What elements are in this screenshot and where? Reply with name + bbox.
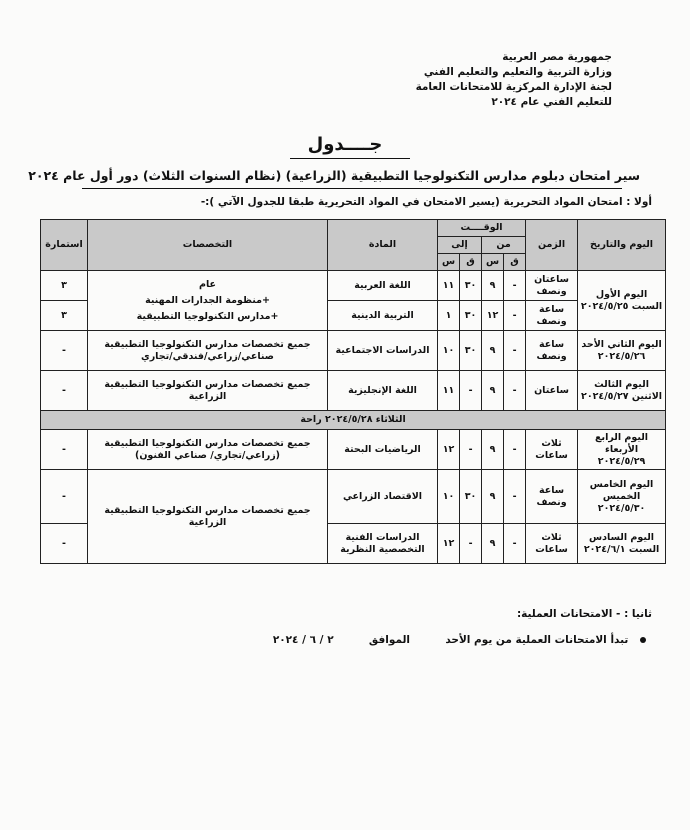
subject-cell: الاقتصاد الزراعي — [328, 470, 438, 524]
from-s-cell: ١٢ — [482, 301, 504, 331]
table-row — [41, 430, 666, 470]
from-q-cell: - — [504, 371, 526, 411]
rest-day-cell: الثلاثاء ٢٠٢٤/٥/٢٨ راحة — [41, 411, 666, 430]
title-underline — [290, 158, 410, 159]
header-subject: المادة — [328, 220, 438, 271]
from-s-cell: ٩ — [482, 430, 504, 470]
header-from-s: س — [482, 254, 504, 271]
day-date-cell: اليوم الثاني الأحد ٢٠٢٤/٥/٢٦ — [578, 331, 666, 371]
ministry-header — [392, 50, 612, 110]
to-q-cell: - — [460, 524, 482, 564]
spec-line: +مدارس التكنولوجيا التطبيقية — [136, 310, 279, 322]
from-q-cell: - — [504, 331, 526, 371]
from-q-cell: - — [504, 430, 526, 470]
to-q-cell: ٣٠ — [460, 470, 482, 524]
from-q-cell: - — [504, 470, 526, 524]
table-row — [41, 470, 666, 524]
bullet-icon — [640, 637, 646, 643]
to-s-cell: ١٠ — [438, 331, 460, 371]
practical-exams-note — [46, 634, 646, 646]
practical-corresponding-label: الموافق — [368, 634, 411, 646]
duration-cell: ساعة ونصف — [526, 331, 578, 371]
day-date-cell: اليوم السادس السبت ٢٠٢٤/٦/١ — [578, 524, 666, 564]
subject-cell: اللغة العربية — [328, 271, 438, 301]
subtitle-underline — [82, 188, 622, 189]
header-to-q: ق — [460, 254, 482, 271]
to-s-cell: ١١ — [438, 371, 460, 411]
header-form: استمارة — [41, 220, 88, 271]
duration-cell: ثلاث ساعات — [526, 430, 578, 470]
table-row — [41, 371, 666, 411]
to-q-cell: - — [460, 371, 482, 411]
from-q-cell: - — [504, 524, 526, 564]
header-day-date: اليوم والتاريخ — [578, 220, 666, 271]
from-s-cell: ٩ — [482, 371, 504, 411]
duration-cell: ثلاث ساعات — [526, 524, 578, 564]
header-from: من — [482, 237, 526, 254]
section-practical-exams: ثانيا : - الامتحانات العملية: — [516, 608, 652, 620]
practical-start-date: ٢ / ٦ / ٢٠٢٤ — [272, 634, 334, 646]
spec-line: عام — [198, 278, 217, 290]
duration-cell: ساعتان — [526, 371, 578, 411]
exam-schedule-table — [40, 219, 666, 564]
subject-cell: الرياضيات البحتة — [328, 430, 438, 470]
duration-cell: ساعة ونصف — [526, 301, 578, 331]
subject-cell: التربية الدينية — [328, 301, 438, 331]
to-s-cell: ١٢ — [438, 524, 460, 564]
practical-start-text: تبدأ الامتحانات العملية من يوم الأحد — [445, 634, 629, 646]
header-to: إلى — [438, 237, 482, 254]
header-line-4: للتعليم الفني عام ٢٠٢٤ — [491, 96, 612, 108]
day-date-cell: اليوم الرابع الأربعاء ٢٠٢٤/٥/٢٩ — [578, 430, 666, 470]
to-s-cell: ١٠ — [438, 470, 460, 524]
from-s-cell: ٩ — [482, 331, 504, 371]
header-specializations: التخصصات — [88, 220, 328, 271]
specializations-cell: جميع تخصصات مدارس التكنولوجيا التطبيقية الزراعية — [88, 470, 328, 564]
document-subtitle: سير امتحان دبلوم مدارس التكنولوجيا التطبيقية (الزراعية) (نظام السنوات الثلاث) دور أول عام ٢٠٢٤ — [28, 168, 640, 183]
to-s-cell: ١ — [438, 301, 460, 331]
from-q-cell: - — [504, 271, 526, 301]
to-q-cell: - — [460, 430, 482, 470]
from-q-cell: - — [504, 301, 526, 331]
header-duration: الزمن — [526, 220, 578, 271]
section-written-exams: أولا : امتحان المواد التحريرية (يسير الامتحان في المواد التحريرية طبقا للجدول الآتي ):- — [200, 196, 652, 208]
day-date-cell: اليوم الأول السبت ٢٠٢٤/٥/٢٥ — [578, 271, 666, 331]
subject-cell: اللغة الإنجليزية — [328, 371, 438, 411]
subject-cell: الدراسات الاجتماعية — [328, 331, 438, 371]
form-cell: ٣ — [41, 271, 88, 301]
header-line-3: لجنة الإدارة المركزية للامتحانات العامة — [415, 81, 612, 93]
form-cell: - — [41, 371, 88, 411]
form-cell: - — [41, 470, 88, 524]
specializations-cell: جميع تخصصات مدارس التكنولوجيا التطبيقية صناعي/زراعي/فندقي/تجاري — [88, 331, 328, 371]
header-time: الوقــــت — [438, 220, 526, 237]
header-from-q: ق — [504, 254, 526, 271]
duration-cell: ساعة ونصف — [526, 470, 578, 524]
specializations-cell — [88, 271, 328, 331]
form-cell: - — [41, 524, 88, 564]
table-header-row — [41, 220, 666, 237]
from-s-cell: ٩ — [482, 470, 504, 524]
form-cell: ٣ — [41, 301, 88, 331]
duration-cell: ساعتان ونصف — [526, 271, 578, 301]
specializations-cell: جميع تخصصات مدارس التكنولوجيا التطبيقية (زراعي/تجاري/ صناعي الفنون) — [88, 430, 328, 470]
to-q-cell: ٣٠ — [460, 331, 482, 371]
day-date-cell: اليوم الثالث الاثنين ٢٠٢٤/٥/٢٧ — [578, 371, 666, 411]
table-row — [41, 331, 666, 371]
document-title: جــــدول — [307, 134, 383, 155]
to-s-cell: ١٢ — [438, 430, 460, 470]
from-s-cell: ٩ — [482, 271, 504, 301]
subject-cell: الدراسات الفنية التخصصية النظرية — [328, 524, 438, 564]
form-cell: - — [41, 331, 88, 371]
day-date-cell: اليوم الخامس الخميس ٢٠٢٤/٥/٣٠ — [578, 470, 666, 524]
specializations-cell: جميع تخصصات مدارس التكنولوجيا التطبيقية الزراعية — [88, 371, 328, 411]
to-s-cell: ١١ — [438, 271, 460, 301]
spec-line: +منظومة الجدارات المهنية — [145, 294, 270, 306]
table-row — [41, 271, 666, 301]
header-to-s: س — [438, 254, 460, 271]
from-s-cell: ٩ — [482, 524, 504, 564]
header-line-2: وزارة التربية والتعليم والتعليم الفني — [423, 66, 612, 78]
form-cell: - — [41, 430, 88, 470]
to-q-cell: ٣٠ — [460, 271, 482, 301]
to-q-cell: ٣٠ — [460, 301, 482, 331]
rest-day-row — [41, 411, 666, 430]
header-line-1: جمهورية مصر العربية — [502, 51, 612, 63]
